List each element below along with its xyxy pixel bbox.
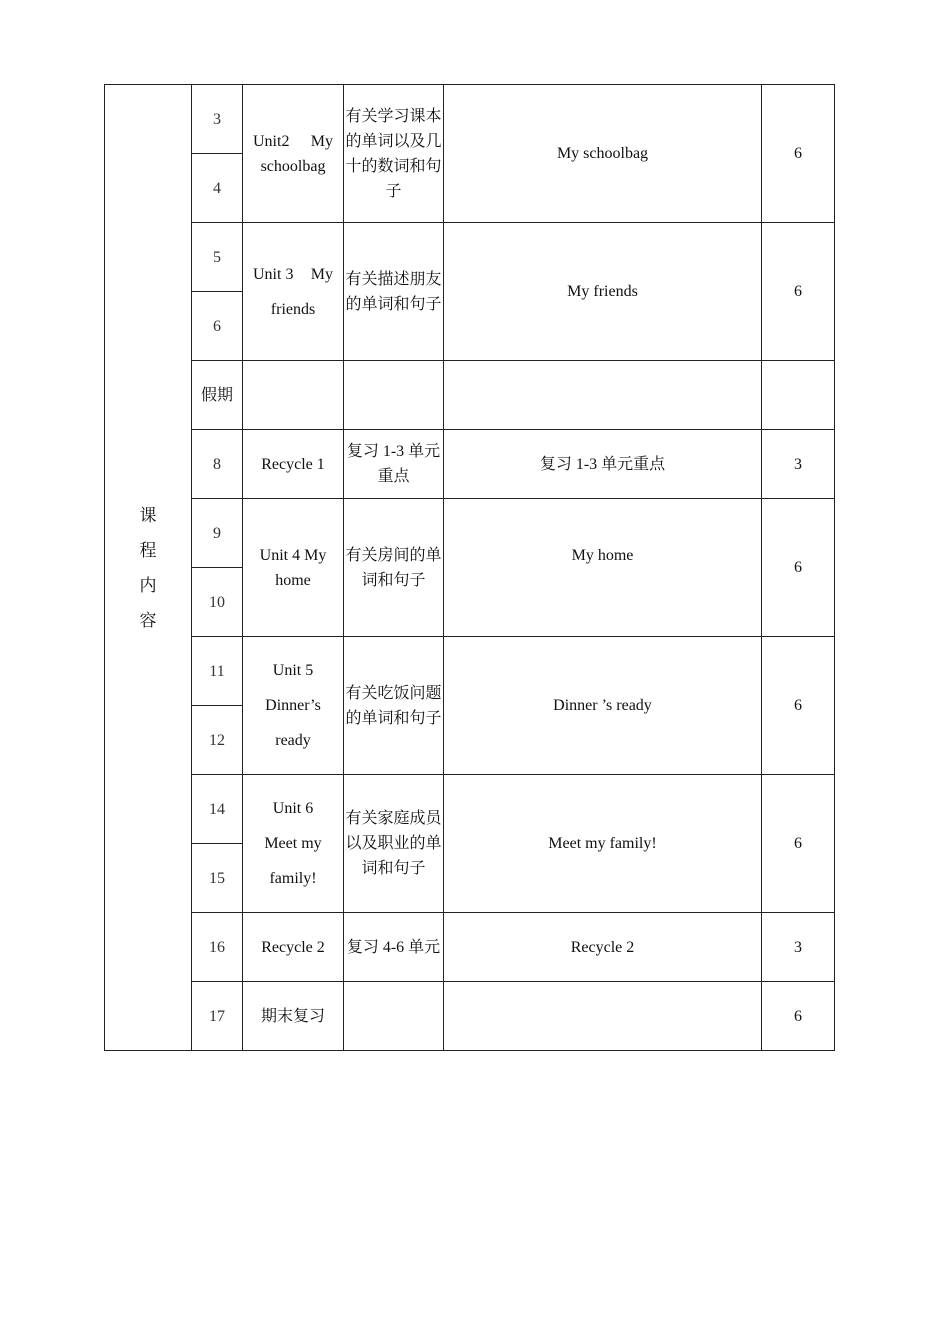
week-number: 12 — [192, 706, 243, 775]
week-number: 15 — [192, 844, 243, 913]
unit-cell — [243, 223, 344, 361]
content-cell: Recycle 2 — [444, 913, 762, 982]
unit-title: Unit 6 — [272, 800, 314, 817]
table-row — [105, 982, 835, 1051]
hours-cell: 6 — [762, 775, 835, 913]
topic-cell: 有关吃饭问题的单词和句子 — [344, 637, 444, 775]
unit-title: Unit 5 — [272, 662, 314, 679]
unit-title: My — [310, 132, 333, 150]
content-cell: My schoolbag — [444, 85, 762, 223]
empty-cell — [344, 361, 444, 430]
unit-cell — [243, 775, 344, 913]
unit-title: home — [275, 572, 311, 589]
unit-title: family! — [269, 870, 317, 887]
table-row — [105, 85, 835, 154]
category-cell — [105, 85, 192, 1051]
hours-cell: 6 — [762, 637, 835, 775]
unit-title: friends — [270, 300, 316, 318]
hours-cell: 6 — [762, 223, 835, 361]
unit-title: ready — [275, 732, 311, 749]
week-number: 10 — [192, 568, 243, 637]
hours-cell: 3 — [762, 913, 835, 982]
unit-cell: Recycle 2 — [243, 913, 344, 982]
unit-title: Unit 4 My — [259, 547, 327, 564]
hours-cell: 6 — [762, 85, 835, 223]
topic-cell: 有关描述朋友的单词和句子 — [344, 223, 444, 361]
unit-cell — [243, 637, 344, 775]
unit-title: Unit2 — [253, 132, 290, 150]
week-number: 17 — [192, 982, 243, 1051]
unit-title: Unit 3 — [253, 265, 294, 283]
hours-cell: 6 — [762, 982, 835, 1051]
unit-title: schoolbag — [260, 157, 326, 175]
unit-title: Dinner’s — [265, 697, 321, 714]
table-row — [105, 223, 835, 292]
week-number: 4 — [192, 154, 243, 223]
content-cell: Meet my family! — [444, 775, 762, 913]
table-row — [105, 775, 835, 844]
category-char: 容 — [139, 610, 157, 630]
topic-cell: 有关学习课本的单词以及几十的数词和句子 — [344, 85, 444, 223]
unit-title: My — [310, 265, 333, 283]
topic-cell: 有关家庭成员以及职业的单词和句子 — [344, 775, 444, 913]
category-char: 程 — [139, 540, 157, 560]
empty-cell — [344, 982, 444, 1051]
unit-cell: 期末复习 — [243, 982, 344, 1051]
table-row — [105, 430, 835, 499]
unit-cell: Recycle 1 — [243, 430, 344, 499]
week-number: 11 — [192, 637, 243, 706]
table-row — [105, 913, 835, 982]
topic-cell: 复习 4-6 单元 — [344, 913, 444, 982]
week-number: 16 — [192, 913, 243, 982]
empty-cell — [762, 361, 835, 430]
unit-title: Meet my — [264, 835, 322, 852]
unit-cell — [243, 499, 344, 637]
content-cell: My home — [444, 499, 762, 637]
category-char: 内 — [139, 575, 157, 595]
holiday-cell: 假期 — [192, 361, 243, 430]
hours-cell: 6 — [762, 499, 835, 637]
empty-cell — [444, 982, 762, 1051]
week-number: 9 — [192, 499, 243, 568]
content-cell: My friends — [444, 223, 762, 361]
hours-cell: 3 — [762, 430, 835, 499]
topic-cell: 复习 1-3 单元重点 — [344, 430, 444, 499]
empty-cell — [243, 361, 344, 430]
empty-cell — [444, 361, 762, 430]
topic-cell: 有关房间的单词和句子 — [344, 499, 444, 637]
week-number: 3 — [192, 85, 243, 154]
unit-cell — [243, 85, 344, 223]
table-row — [105, 499, 835, 568]
content-cell: Dinner ’s ready — [444, 637, 762, 775]
content-cell: 复习 1-3 单元重点 — [444, 430, 762, 499]
week-number: 8 — [192, 430, 243, 499]
week-number: 6 — [192, 292, 243, 361]
table-row — [105, 637, 835, 706]
week-number: 5 — [192, 223, 243, 292]
course-schedule-table — [104, 84, 835, 1051]
week-number: 14 — [192, 775, 243, 844]
table-row — [105, 361, 835, 430]
category-char: 课 — [139, 505, 157, 525]
